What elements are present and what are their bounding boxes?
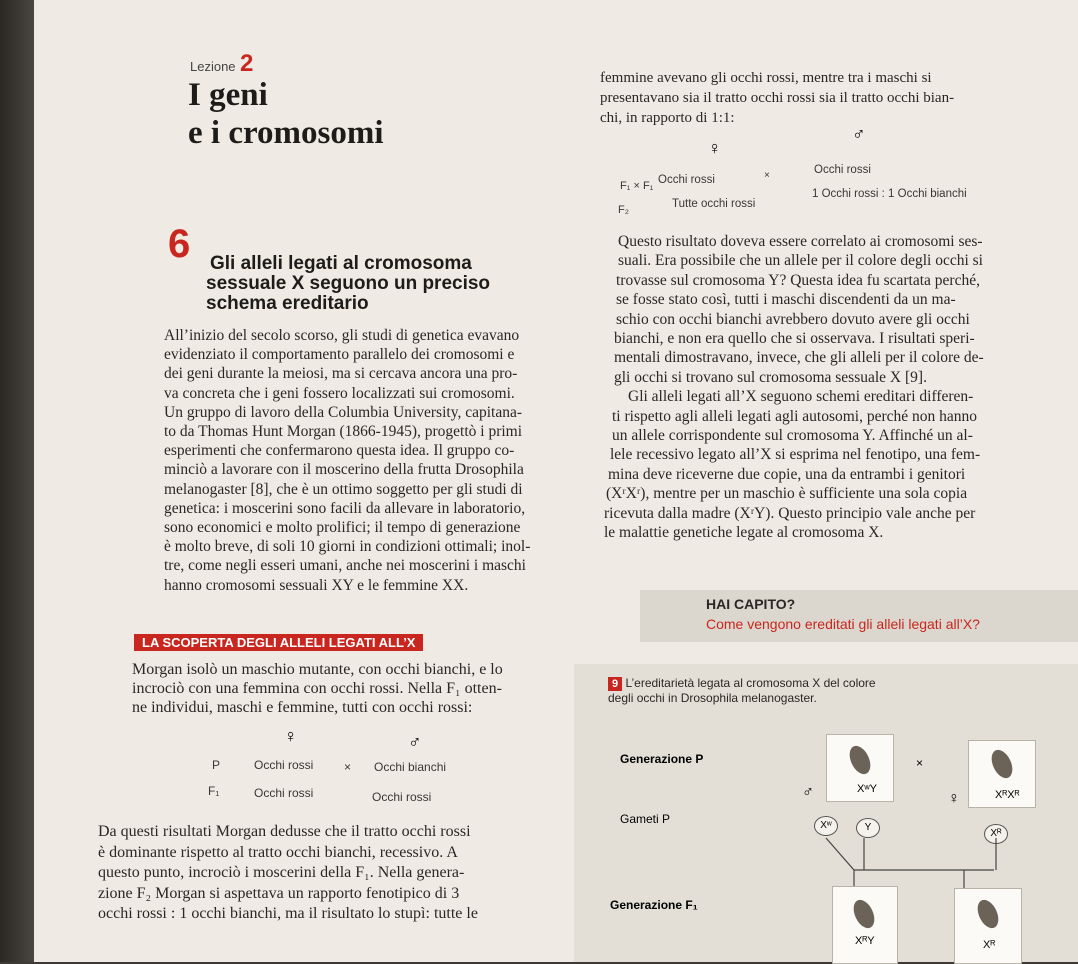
text-line: schio con occhi bianchi avrebbero dovuto avere gli occhi — [616, 310, 970, 328]
text-line: bianchi, e non era quello che si osservava. I risultati speri- — [614, 330, 975, 348]
text-line: Morgan isolò un maschio mutante, con occhi bianchi, e lo — [132, 661, 503, 678]
f1-male-fly-box — [832, 886, 898, 964]
figure-9-panel — [574, 664, 1078, 962]
text-line: dei geni durante la meiosi, ma si cercava ancora una pro- — [164, 365, 518, 383]
text-line: Un gruppo di lavoro della Columbia University, capitana- — [164, 403, 522, 421]
cross-row-p-x: × — [344, 760, 352, 774]
male-symbol-right: ♂ — [852, 124, 866, 144]
cross-row-f2-male: 1 Occhi rossi : 1 Occhi bianchi — [812, 188, 967, 200]
female-symbol-right: ♀ — [708, 138, 722, 158]
f1-male-fly-icon — [850, 897, 879, 932]
text-line: zione F₂ Morgan si aspettava un rapporto fenotipico di 3 — [98, 884, 460, 902]
text-line: presentavano sia il tratto occhi rossi sia il tratto occhi bian- — [600, 90, 955, 106]
cross-row-f2-female: Tutte occhi rossi — [672, 198, 756, 210]
text-line: lele recessivo legato all’X si esprima nel fenotipo, una fem- — [610, 446, 981, 464]
cross-row-p-male: Occhi bianchi — [374, 760, 447, 774]
cross-row-p-female: Occhi rossi — [254, 758, 314, 772]
male-fly-box — [826, 734, 894, 802]
f1-female-fly-icon — [974, 897, 1003, 932]
lesson-header — [190, 50, 253, 78]
text-line: trovasse sul cromosoma Y? Questa idea fu scartata perché, — [616, 271, 980, 289]
text-line: le malattie genetiche legate al cromosoma X. — [604, 524, 884, 542]
text-line: hanno cromosomi sessuali XY e le femmine XX. — [164, 576, 469, 594]
text-line: evidenziato il comportamento parallelo dei cromosomi e — [164, 346, 515, 364]
female-genotype: XᴿXᴿ — [995, 789, 1020, 801]
male-symbol-figure: ♂ — [802, 784, 814, 801]
text-line: ti rispetto agli alleli legati agli autosomi, perché non hanno — [612, 407, 978, 425]
section-title — [206, 253, 491, 314]
text-line: è dominante rispetto al tratto occhi bianchi, recessivo. A — [98, 843, 458, 861]
figure-caption — [608, 676, 876, 705]
white-eyed-fly-icon — [846, 743, 875, 778]
text-line: questo punto, incrociò i moscerini della F₁. Nella genera- — [98, 864, 465, 881]
text-line: gli occhi si trovano sul cromosoma sessuale X [9]. — [614, 368, 927, 386]
cross-row-p-gen: P — [212, 758, 221, 772]
gen-f1-label: Generazione F₁ — [610, 898, 698, 912]
subheading-banner: LA SCOPERTA DEGLI ALLELI LEGATI ALL’X — [134, 634, 423, 651]
f1-male-genotype: XᴿY — [855, 935, 875, 947]
text-line: mentali dimostravano, invece, che gli alleli per il colore de- — [614, 349, 984, 367]
cross-row-f1f1-gen: F₁ × F₁ — [620, 180, 654, 192]
female-fly-box — [968, 740, 1036, 808]
red-eyed-fly-icon — [988, 747, 1017, 782]
textbook-page — [34, 0, 1078, 962]
section-title-line2: sessuale X seguono un preciso — [206, 273, 491, 294]
section-title-line1: Gli alleli legati al cromosoma — [210, 253, 472, 274]
text-line: suali. Era possibile che un allele per il colore degli occhi si — [618, 252, 983, 270]
lesson-title — [188, 76, 384, 152]
text-line: All’inizio del secolo scorso, gli studi di genetica evavano — [164, 327, 520, 344]
text-line: chi, in rapporto di 1:1: — [600, 110, 735, 126]
lesson-title-line1: I geni — [188, 77, 268, 113]
text-line: Questo risultato doveva essere correlato ai cromosomi ses- — [618, 233, 983, 250]
lesson-label: Lezione — [190, 59, 236, 74]
hai-capito-box — [640, 590, 1078, 642]
cross-row-f1-male: Occhi rossi — [372, 790, 432, 804]
text-line: genetica: i moscerini sono facili da allevare in laboratorio, — [164, 499, 526, 517]
cross-row-f1f1-x: × — [764, 170, 770, 181]
right-paragraph — [600, 232, 1074, 543]
text-line: se fosse stato così, tutti i maschi discendenti da un ma- — [616, 291, 956, 309]
caption-line1: L’ereditarietà legata al cromosoma X del colore — [625, 676, 876, 690]
section-title-line3: schema ereditario — [206, 293, 369, 314]
cross-row-f2-gen: F₂ — [618, 204, 629, 216]
left-paragraph-1 — [164, 326, 594, 595]
female-symbol-figure: ♀ — [948, 790, 960, 807]
text-line: incrociò con una femmina con occhi rossi. Nella F₁ otten- — [132, 680, 502, 698]
text-line: Da questi risultati Morgan dedusse che il tratto occhi rossi — [98, 823, 471, 840]
gamete-female-x: Xᴿ — [984, 824, 1008, 844]
text-line: to da Thomas Hunt Morgan (1866-1945), progettò i primi — [164, 423, 523, 441]
text-line: occhi rossi : 1 occhi bianchi, ma il risultato lo stupì: tutte le — [98, 905, 478, 922]
right-intro — [600, 68, 1070, 128]
hai-capito-title: HAI CAPITO? — [706, 596, 796, 612]
left-paragraph-3 — [98, 822, 588, 925]
text-line: sono economici e molto prolifici; il tempo di generazione — [164, 519, 521, 537]
text-line: minciò a lavorare con il moscerino della frutta Drosophila — [164, 461, 524, 479]
text-line: tre, come negli esseri umani, anche nei moscerini i maschi — [164, 557, 526, 575]
text-line: ne individui, maschi e femmine, tutti con occhi rossi: — [132, 699, 473, 717]
text-line: va concreta che i geni fossero localizzati sui cromosomi. — [164, 384, 515, 402]
figure-number: 9 — [608, 677, 622, 691]
text-line: un allele corrispondente sul cromosoma Y. Affinché un al- — [612, 427, 973, 445]
cross-row-f1f1-male: Occhi rossi — [814, 164, 871, 176]
male-symbol-left: ♂ — [408, 732, 422, 752]
cross-row-f1-female: Occhi rossi — [254, 786, 314, 800]
text-line: è molto breve, di soli 10 giorni in condizioni ottimali; inol- — [164, 538, 531, 556]
gamete-male-y: Y — [856, 818, 880, 838]
text-line: ricevuta dalla madre (XʳY). Questo principio vale anche per — [604, 504, 976, 522]
cross-row-f1f1-female: Occhi rossi — [658, 174, 715, 186]
male-genotype: XʷY — [857, 783, 877, 795]
female-symbol-left: ♀ — [284, 726, 298, 746]
caption-line2: degli occhi in Drosophila melanogaster. — [608, 691, 817, 705]
text-line: melanogaster [8], che è un ottimo soggetto per gli studi di — [164, 480, 523, 498]
text-line: Gli alleli legati all’X seguono schemi ereditari differen- — [628, 388, 974, 406]
book-binding — [0, 0, 34, 962]
cross-symbol-figure: × — [916, 756, 924, 770]
gametes-label: Gameti P — [620, 812, 671, 826]
cross-row-f1-gen: F₁ — [208, 784, 220, 798]
text-line: (XʳXʳ), mentre per un maschio è sufficiente una sola copia — [606, 485, 968, 503]
text-line: femmine avevano gli occhi rossi, mentre tra i maschi si — [600, 70, 932, 86]
lesson-number: 2 — [240, 50, 254, 77]
section-number: 6 — [168, 222, 191, 266]
hai-capito-question: Come vengono ereditati gli alleli legati all’X? — [706, 616, 980, 632]
gamete-male-x: Xʷ — [814, 816, 838, 836]
text-line: esperimenti che confermarono questa idea. Il gruppo co- — [164, 442, 515, 460]
left-paragraph-2 — [132, 660, 592, 718]
text-line: mina deve riceverne due copie, una da entrambi i genitori — [608, 465, 966, 483]
f1-female-fly-box — [954, 888, 1022, 964]
lesson-title-line2: e i cromosomi — [188, 115, 384, 151]
f1-female-genotype: Xᴿ — [983, 939, 996, 951]
gen-p-label: Generazione P — [620, 752, 704, 766]
